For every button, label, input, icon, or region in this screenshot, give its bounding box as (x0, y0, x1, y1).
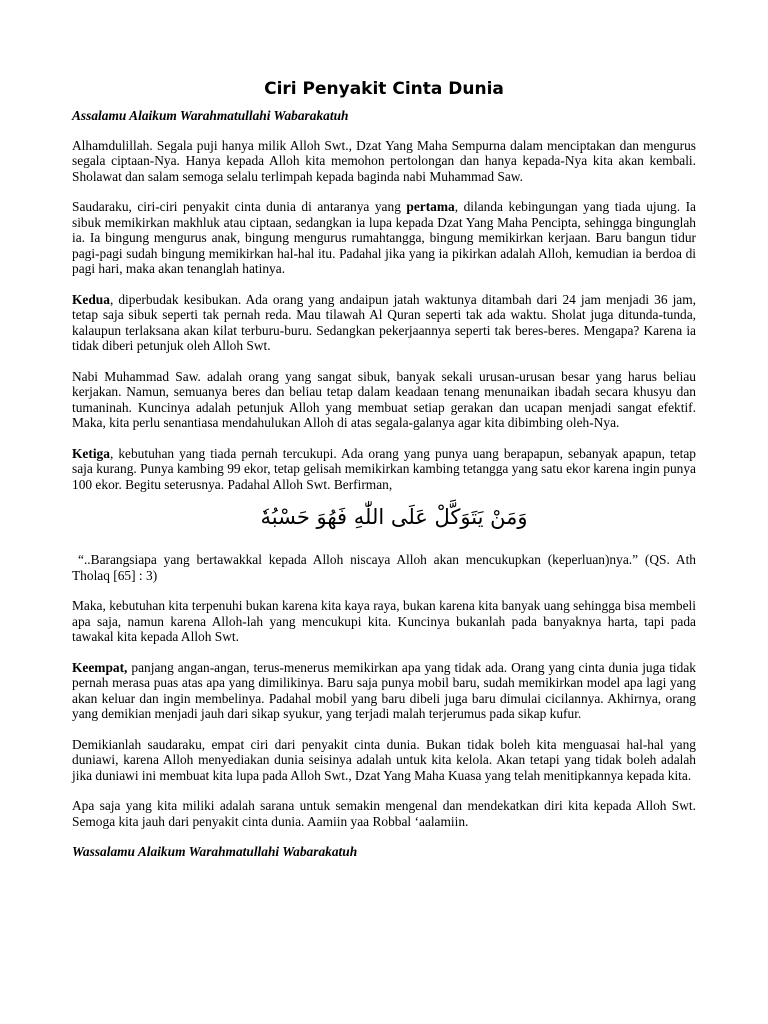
closing-greeting: Wassalamu Alaikum Warahmatullahi Wabarakatuh (72, 844, 358, 859)
opening-greeting: Assalamu Alaikum Warahmatullahi Wabarakatuh (72, 108, 349, 123)
document-title: Ciri Penyakit Cinta Dunia (264, 79, 504, 99)
keyword-pertama: pertama (406, 199, 455, 214)
arabic-verse: وَمَنْ يَتَوَكَّلْ عَلَى اللّٰهِ فَهُوَ حَسْبُهٗ (260, 505, 528, 529)
keyword-kedua: Kedua (72, 291, 110, 307)
paragraph-text: panjang angan-angan, terus-menerus memikirkan apa yang tidak ada. Orang yang cinta dunia juga tidak pernah merasa puas atas apa yang dimilikinya. Baru saja punya mobil baru, sudah memikirkan model apa lagi yang akan keluar dan ingin membelinya. Padahal mobil yang baru dibeli juga baru dimulai cicilannya. Akhirnya, orang yang demikian menjadi jauh dari sikap syukur, yang terjadi malah terjerumus pada sikap kufur. (72, 659, 696, 721)
verse-translation: “..Barangsiapa yang bertawakkal kepada Alloh niscaya Alloh akan mencukupkan (keperluan)nya.” (QS. Ath Tholaq [65] : 3) (72, 552, 696, 583)
paragraph-sufficiency: Maka, kebutuhan kita terpenuhi bukan karena kita kaya raya, bukan karena kita banyak uang sehingga bisa membeli apa saja, namun karena Alloh-lah yang mencukupi kita. Kuncinya bukanlah pada banyaknya harta, tapi pada tawakal kita kepada Alloh Swt. (72, 598, 696, 644)
keyword-keempat: Keempat, (72, 659, 128, 675)
paragraph-text: Saudaraku, ciri-ciri penyakit cinta dunia di antaranya yang (72, 199, 407, 214)
keyword-ketiga: Ketiga (72, 445, 110, 461)
paragraph-prophet-example: Nabi Muhammad Saw. adalah orang yang sangat sibuk, banyak sekali urusan-urusan besar yang harus beliau kerjakan. Namun, semuanya beres dan beliau tetap dalam keadaan tenang menunaikan ibadah secara khusyu dan tumaninah. Kuncinya adalah petunjuk Alloh yang membuat setiap gerakan dan ucapan menjadi sangat efektif. Maka, kita perlu senantiasa mendahulukan Alloh di atas segala-galanya agar kita dibimbing oleh-Nya. (72, 368, 696, 430)
document-page (72, 78, 696, 860)
paragraph-prayer: Apa saja yang kita miliki adalah sarana untuk semakin mengenal dan mendekatkan diri kita kepada Alloh Swt. Semoga kita jauh dari penyakit cinta dunia. Aamiin yaa Robbal ‘aalamiin. (72, 798, 696, 829)
paragraph-text: , diperbudak kesibukan. Ada orang yang andaipun jatah waktunya ditambah dari 24 jam menjadi 36 jam, tetap saja sibuk seperti tak pernah reda. Mau tilawah Al Quran seperti tak ada waktu. Sholat juga ditunda-tunda, kalaupun terlaksana akan kilat terburu-buru. Sedangkan pekerjaannya seperti tak beres-beres. Mengapa? Karena ia tidak diberi petunjuk oleh Alloh Swt. (72, 291, 696, 353)
paragraph-first-sign (72, 199, 696, 277)
paragraph-third-sign (72, 446, 696, 493)
paragraph-text: , kebutuhan yang tiada pernah tercukupi. Ada orang yang punya uang berapapun, sebanyak apapun, tetap saja kurang. Punya kambing 99 ekor, tetap gelisah memikirkan kambing tetangga yang satu ekor karena ingin punya 100 ekor. Begitu seterusnya. Padahal Alloh Swt. Berfirman, (72, 445, 696, 492)
paragraph-text: , dilanda kebingungan yang tiada ujung. Ia sibuk memikirkan makhluk atau ciptaan, sedangkan ia lupa kepada Dzat Yang Maha Pencipta, sehingga bingunglah ia. Ia bingung mengurus anak, bingung mengurus rumahtangga, bingung memikirkan kerjaan. Baru bangun tidur pagi-pagi sudah bingung memikirkan hal-hal itu. Padahal jika yang ia pikirkan adalah Alloh, kemudian ia berdoa di pagi hari, maka akan tenanglah hatinya. (72, 199, 696, 276)
paragraph-second-sign (72, 292, 696, 354)
paragraph-conclusion: Demikianlah saudaraku, empat ciri dari penyakit cinta dunia. Bukan tidak boleh kita menguasai hal-hal yang duniawi, karena Alloh menyediakan dunia seisinya adalah untuk kita kelola. Akan tetapi yang tidak boleh adalah jika duniawi ini membuat kita lupa pada Alloh Swt., Dzat Yang Maha Kuasa yang telah menitipkannya kepada kita. (72, 736, 696, 783)
intro-paragraph: Alhamdulillah. Segala puji hanya milik Alloh Swt., Dzat Yang Maha Sempurna dalam menciptakan dan mengurus segala ciptaan-Nya. Hanya kepada Alloh kita memohon pertolongan dan hanya kepada-Nya kita akan kembali. Sholawat dan salam semoga selalu terlimpah kepada baginda nabi Muhammad Saw. (72, 137, 696, 184)
paragraph-fourth-sign (72, 660, 696, 722)
